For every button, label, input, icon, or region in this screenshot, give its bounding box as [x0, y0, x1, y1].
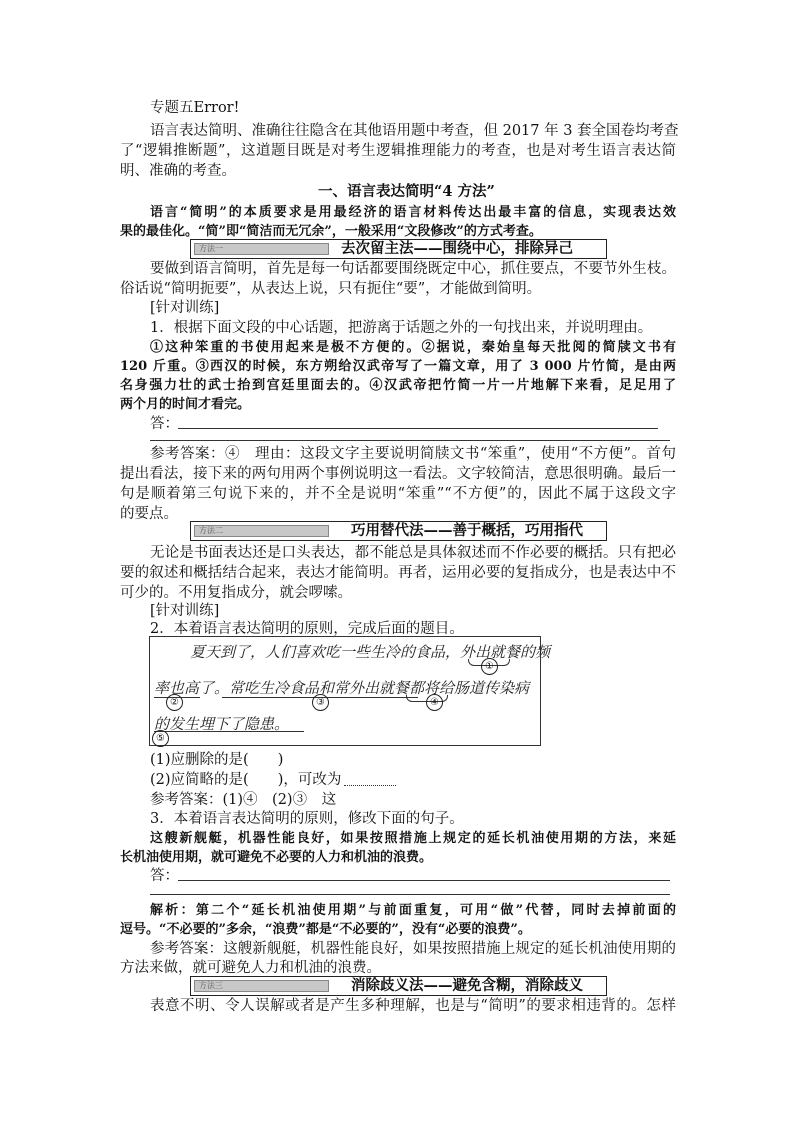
- method-2-text-2: 要的叙述和概括结合起来，表达才能简明。再者，运用必要的复指成分，也是表达中不: [120, 565, 676, 581]
- section-desc-2: 果的最佳化。“简”即“简洁而无冗余”，一般采用“文段修改”的方式考查。: [120, 224, 542, 239]
- method-1-text-2: 俗话说“简明扼要”，从表达上说，只有扼住“要”，才能做到简明。: [120, 281, 542, 297]
- method-1-title: 去次留主法——围绕中心，排除异己: [341, 241, 573, 257]
- figure-mark-2: ②: [166, 694, 183, 711]
- section-desc-1: 语言“简明”的本质要求是用最经济的语言材料传达出最丰富的信息，实现表达效: [150, 205, 676, 220]
- method-1-text-1: 要做到语言简明，首先是每一句话都要围绕既定中心，抓住要点，不要节外生枝。: [150, 261, 676, 277]
- q2-sub-1: (1)应删除的是( ): [150, 752, 284, 768]
- intro-line-3: 明、准确的考查。: [120, 163, 236, 179]
- q1-passage-4: 两个月的时间才看完。: [120, 397, 251, 412]
- question-1: 1．根据下面文段的中心话题，把游离于话题之外的一句找出来，并说明理由。: [150, 320, 653, 336]
- ref-answer-3-line-2: 方法来做，就可避免人力和机油的浪费。: [120, 960, 381, 976]
- analysis-line-1: 解析：第二个“延长机油使用期”与前面重复，可用“做”代替，同时去掉前面的: [150, 903, 676, 918]
- ref-answer-1-line-3: 句是顺着第三句说下来的，并不全是说明“笨重”“不方便”的，因此不属于这段文字: [120, 486, 676, 502]
- method-2-banner: [190, 521, 607, 541]
- training-label-2: [针对训练]: [150, 603, 220, 619]
- method-3-banner: [190, 976, 607, 996]
- method-2-text-1: 无论是书面表达还是口头表达，都不能总是具体叙述而不作必要的概括。只有把必: [150, 545, 676, 561]
- figure-mark-3: ③: [312, 694, 329, 711]
- method-2-text-3: 可少的。不用复指成分，就会啰嗦。: [120, 585, 352, 601]
- method-2-title: 巧用替代法——善于概括，巧用指代: [351, 523, 583, 539]
- figure-mark-4: ④: [426, 694, 443, 711]
- ref-answer-1-line-1: 参考答案：④ 理由：这段文字主要说明简牍文书“笨重”，使用“不方便”。首句: [150, 446, 676, 462]
- q2-answer: 参考答案：(1)④ (2)③ 这: [150, 792, 337, 808]
- q3-passage-1: 这艘新舰艇，机器性能良好，如果按照措施上规定的延长机油使用期的方法，来延: [150, 831, 676, 846]
- ref-answer-1-line-4: 的要点。: [120, 506, 178, 522]
- method-3-text-1: 表意不明、令人误解或者是产生多种理解，也是与“简明”的要求相违背的。怎样: [150, 998, 676, 1014]
- method-3-title: 消除歧义法——避免含糊，消除歧义: [351, 978, 583, 994]
- method-3-tag: 方法三: [194, 980, 329, 992]
- ref-answer-1-line-2: 提出看法，接下来的两句用两个事例说明这一看法。文字较简洁，意思很明确。最后一: [120, 466, 676, 482]
- figure-line-2: 率也高了。常吃生冷食品和常外出就餐都将给肠道传染病: [154, 679, 530, 697]
- q1-passage-1: ①这种笨重的书使用起来是极不方便的。②据说，秦始皇每天批阅的简牍文书有: [150, 340, 676, 355]
- question-2: 2．本着语言表达简明的原则，完成后面的题目。: [150, 621, 464, 637]
- figure-line-3: 的发生埋下了隐患。: [154, 715, 290, 733]
- section-title: 一、语言表达简明“4 方法”: [318, 183, 495, 200]
- answer-line-3b[interactable]: [150, 894, 670, 895]
- q2-sub-2: (2)应简略的是( )，可改为: [150, 772, 342, 788]
- question-2-figure: [149, 636, 551, 746]
- chapter-heading: 专题五Error!: [150, 100, 240, 116]
- figure-line-1: 夏天到了，人们喜欢吃一些生冷的食品，外出就餐的频: [190, 643, 551, 661]
- answer-label-1: 答：: [150, 416, 179, 432]
- figure-mark-1: ①: [481, 658, 498, 675]
- q1-passage-3: 名身强力壮的武士抬到宫廷里面去的。④汉武帝把竹简一片一片地解下来看，足足用了: [120, 378, 676, 393]
- question-3: 3．本着语言表达简明的原则，修改下面的句子。: [150, 811, 464, 827]
- answer-line-1b[interactable]: [150, 440, 670, 441]
- q3-passage-2: 长机油使用期，就可避免不必要的人力和机油的浪费。: [120, 850, 433, 865]
- training-label-1: [针对训练]: [150, 300, 220, 316]
- q1-passage-2: 120 斤重。③西汉的时候，东方朔给汉武帝写了一篇文章，用了 3 000 片竹简，是由两: [120, 359, 676, 374]
- intro-line-2: 了“逻辑推断题”，这道题目既是对考生逻辑推理能力的考查，也是对考生语言表达简: [120, 143, 676, 159]
- answer-line-1a[interactable]: [178, 428, 658, 429]
- analysis-line-2: 逗号。“不必要的”多余，“浪费”都是“不必要的”，没有“必要的浪费”。: [120, 922, 531, 937]
- method-1-banner: [190, 239, 607, 259]
- q2-sub-2-blank[interactable]: [344, 785, 396, 786]
- intro-line-1: 语言表达简明、准确往往隐含在其他语用题中考查，但 2017 年 3 套全国卷均考查: [150, 123, 679, 139]
- answer-line-3a[interactable]: [178, 880, 670, 881]
- method-2-tag: 方法二: [194, 525, 329, 537]
- answer-label-3: 答：: [150, 868, 179, 884]
- ref-answer-3-line-1: 参考答案：这艘新舰艇，机器性能良好，如果按照措施上规定的延长机油使用期的: [150, 941, 676, 957]
- method-1-tag: 方法一: [194, 243, 329, 255]
- figure-underline-5: [154, 731, 304, 732]
- figure-mark-5: ⑤: [152, 730, 169, 747]
